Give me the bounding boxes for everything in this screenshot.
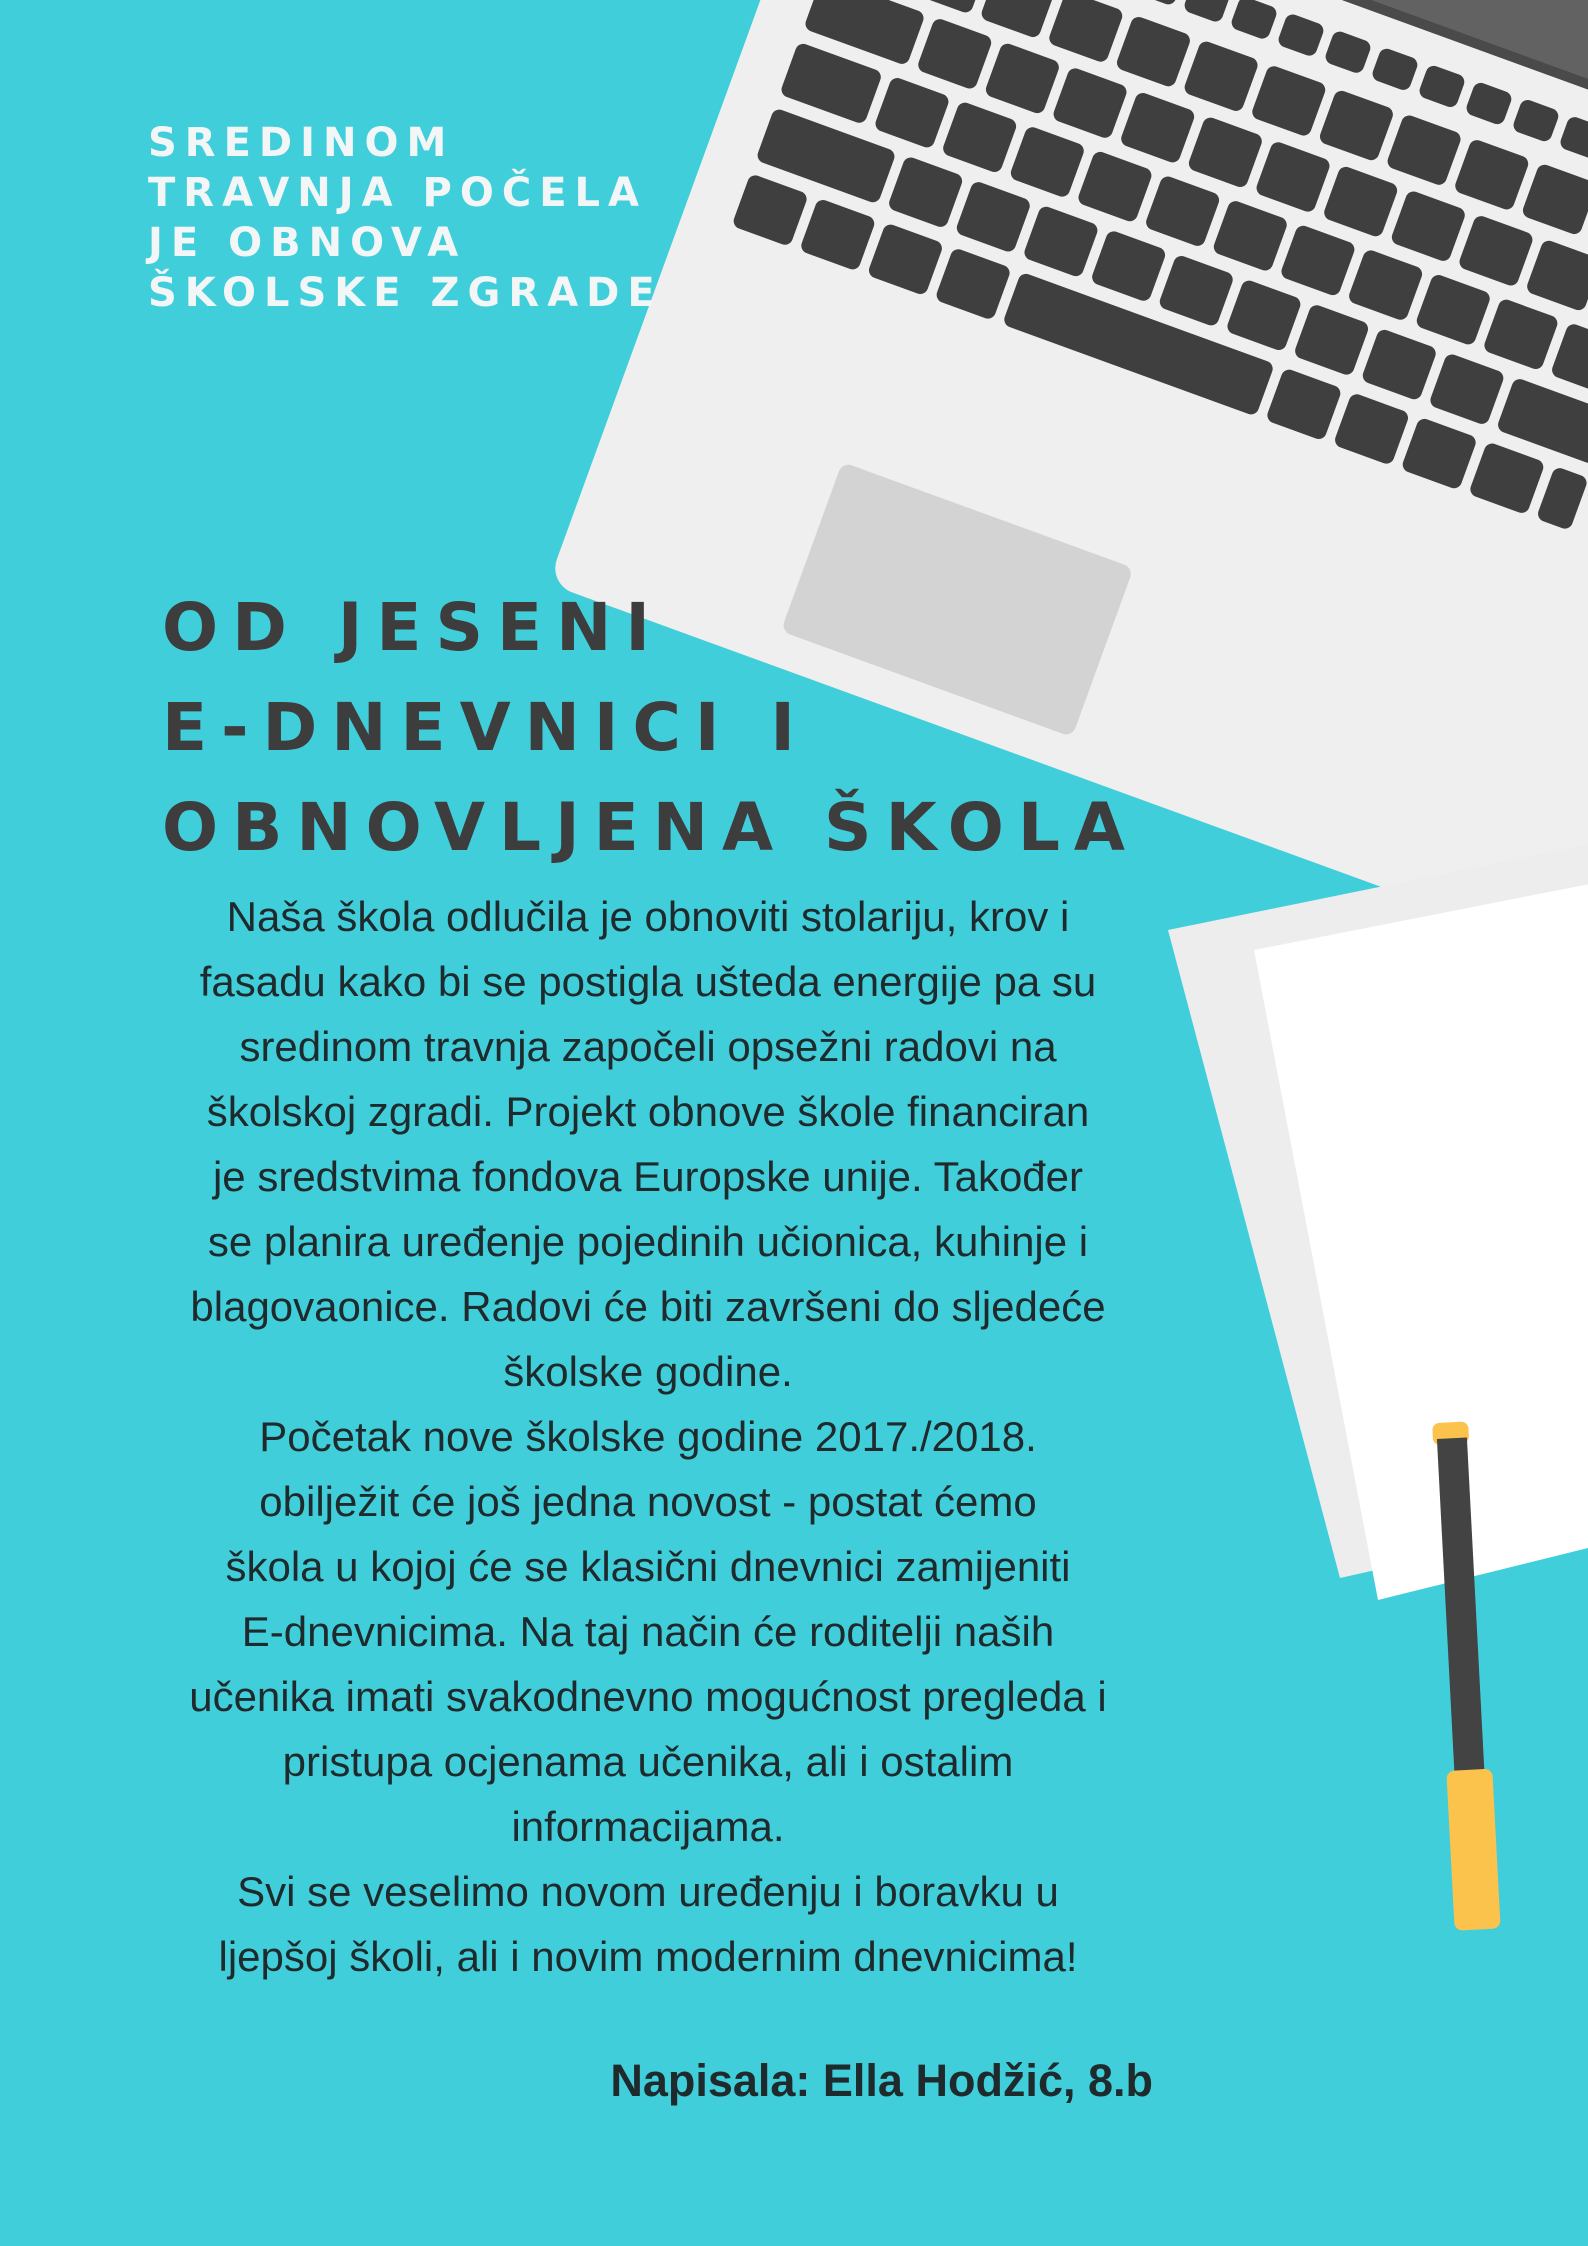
article-line: obilježit će još jedna novost - postat ćemo	[259, 1478, 1037, 1525]
article-line: sredinom travnja započeli opsežni radovi na	[239, 1023, 1057, 1070]
kicker-line: JE OBNOVA	[148, 220, 467, 266]
article-line: školskoj zgradi. Projekt obnove škole financiran	[206, 1088, 1090, 1135]
headline-line: E-DNEVNICI I	[162, 689, 809, 766]
article-line: blagovaonice. Radovi će biti završeni do sljedeće	[190, 1283, 1106, 1330]
article-line: je sredstvima fondova Europske unije. Također	[212, 1153, 1084, 1200]
headline-line: OD JESENI	[162, 589, 664, 666]
article-line: Svi se veselimo novom uređenju i boravku u	[237, 1868, 1059, 1915]
article-body	[118, 884, 1178, 1989]
paper-sheets-illustration	[1168, 842, 1588, 1600]
article-line: Naša škola odlučila je obnoviti stolariju, krov i	[226, 893, 1070, 940]
article-line: pristupa ocjenama učenika, ali i ostalim	[282, 1738, 1014, 1785]
kicker-line: ŠKOLSKE ZGRADE	[148, 270, 663, 316]
article-line: ljepšoj školi, ali i novim modernim dnevnicima!	[218, 1933, 1078, 1980]
headline	[162, 578, 1139, 878]
article-line: E-dnevnicima. Na taj način će roditelji naših	[241, 1608, 1055, 1655]
article-line: se planira uređenje pojedinih učionica, kuhinje i	[207, 1218, 1089, 1265]
article-line: školske godine.	[503, 1348, 793, 1395]
kicker-heading	[148, 118, 663, 318]
kicker-line: TRAVNJA POČELA	[148, 170, 647, 216]
headline-line: OBNOVLJENA ŠKOLA	[162, 789, 1140, 866]
author-byline: Napisala: Ella Hodžić, 8.b	[610, 2055, 1153, 2106]
article-line: škola u kojoj će se klasični dnevnici zamijeniti	[225, 1543, 1071, 1590]
article-line: fasadu kako bi se postigla ušteda energije pa su	[199, 958, 1097, 1005]
article-line: učenika imati svakodnevno mogućnost pregleda i	[189, 1673, 1107, 1720]
kicker-line: SREDINOM	[148, 120, 455, 166]
article-line: Početak nove školske godine 2017./2018.	[259, 1413, 1037, 1460]
article-line: informacijama.	[511, 1803, 785, 1850]
